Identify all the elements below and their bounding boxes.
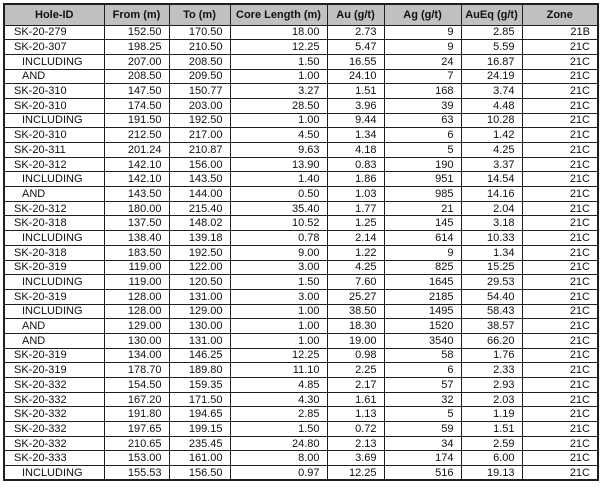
cell-hole_id: INCLUDING [4, 304, 104, 319]
cell-core_length_m: 0.50 [230, 187, 327, 202]
cell-core_length_m: 9.63 [230, 143, 327, 158]
cell-to_m: 150.77 [169, 84, 230, 99]
cell-ag_gpt: 168 [384, 84, 461, 99]
cell-au_gpt: 38.50 [327, 304, 384, 319]
cell-ag_gpt: 985 [384, 187, 461, 202]
cell-to_m: 131.00 [169, 333, 230, 348]
cell-au_gpt: 1.22 [327, 245, 384, 260]
cell-hole_id: INCLUDING [4, 231, 104, 246]
cell-to_m: 189.80 [169, 363, 230, 378]
cell-ag_gpt: 6 [384, 128, 461, 143]
table-row [4, 466, 598, 481]
cell-aueq_gpt: 14.16 [461, 187, 522, 202]
table-row [4, 378, 598, 393]
cell-au_gpt: 3.69 [327, 451, 384, 466]
cell-zone: 21C [522, 216, 598, 231]
cell-hole_id: SK-20-279 [4, 25, 104, 40]
cell-from_m: 128.00 [104, 289, 169, 304]
cell-zone: 21C [522, 333, 598, 348]
cell-hole_id: INCLUDING [4, 466, 104, 481]
column-header-hole_id: Hole-ID [4, 4, 104, 25]
cell-hole_id: SK-20-312 [4, 201, 104, 216]
cell-to_m: 146.25 [169, 348, 230, 363]
cell-hole_id: SK-20-319 [4, 289, 104, 304]
cell-aueq_gpt: 1.19 [461, 407, 522, 422]
cell-ag_gpt: 5 [384, 407, 461, 422]
cell-core_length_m: 24.80 [230, 436, 327, 451]
cell-to_m: 139.18 [169, 231, 230, 246]
cell-zone: 21C [522, 69, 598, 84]
cell-to_m: 192.50 [169, 245, 230, 260]
cell-ag_gpt: 174 [384, 451, 461, 466]
cell-ag_gpt: 32 [384, 392, 461, 407]
table-row [4, 84, 598, 99]
cell-ag_gpt: 21 [384, 201, 461, 216]
cell-zone: 21C [522, 466, 598, 481]
cell-zone: 21C [522, 422, 598, 437]
cell-to_m: 209.50 [169, 69, 230, 84]
cell-au_gpt: 2.13 [327, 436, 384, 451]
table-row [4, 407, 598, 422]
cell-ag_gpt: 5 [384, 143, 461, 158]
cell-core_length_m: 10.52 [230, 216, 327, 231]
cell-aueq_gpt: 15.25 [461, 260, 522, 275]
cell-aueq_gpt: 29.53 [461, 275, 522, 290]
cell-aueq_gpt: 2.33 [461, 363, 522, 378]
table-row [4, 98, 598, 113]
table-row [4, 422, 598, 437]
cell-core_length_m: 13.90 [230, 157, 327, 172]
cell-au_gpt: 0.98 [327, 348, 384, 363]
cell-core_length_m: 2.85 [230, 407, 327, 422]
cell-to_m: 203.00 [169, 98, 230, 113]
cell-au_gpt: 1.61 [327, 392, 384, 407]
cell-zone: 21B [522, 25, 598, 40]
cell-ag_gpt: 63 [384, 113, 461, 128]
cell-core_length_m: 0.97 [230, 466, 327, 481]
cell-zone: 21C [522, 260, 598, 275]
cell-zone: 21C [522, 231, 598, 246]
cell-hole_id: SK-20-310 [4, 128, 104, 143]
table-row [4, 54, 598, 69]
cell-from_m: 143.50 [104, 187, 169, 202]
cell-hole_id: SK-20-332 [4, 422, 104, 437]
cell-ag_gpt: 24 [384, 54, 461, 69]
cell-core_length_m: 1.00 [230, 319, 327, 334]
cell-zone: 21C [522, 275, 598, 290]
cell-hole_id: SK-20-332 [4, 436, 104, 451]
table-row [4, 231, 598, 246]
cell-core_length_m: 0.78 [230, 231, 327, 246]
cell-hole_id: INCLUDING [4, 275, 104, 290]
cell-aueq_gpt: 2.93 [461, 378, 522, 393]
cell-au_gpt: 2.17 [327, 378, 384, 393]
cell-aueq_gpt: 54.40 [461, 289, 522, 304]
cell-au_gpt: 0.72 [327, 422, 384, 437]
cell-from_m: 138.40 [104, 231, 169, 246]
cell-to_m: 210.50 [169, 40, 230, 55]
cell-from_m: 128.00 [104, 304, 169, 319]
cell-zone: 21C [522, 113, 598, 128]
cell-aueq_gpt: 2.03 [461, 392, 522, 407]
cell-au_gpt: 3.96 [327, 98, 384, 113]
table-row [4, 245, 598, 260]
cell-ag_gpt: 951 [384, 172, 461, 187]
cell-to_m: 215.40 [169, 201, 230, 216]
cell-hole_id: SK-20-312 [4, 157, 104, 172]
cell-ag_gpt: 2185 [384, 289, 461, 304]
cell-zone: 21C [522, 201, 598, 216]
cell-hole_id: INCLUDING [4, 172, 104, 187]
cell-hole_id: INCLUDING [4, 54, 104, 69]
cell-au_gpt: 1.25 [327, 216, 384, 231]
cell-zone: 21C [522, 392, 598, 407]
cell-from_m: 191.80 [104, 407, 169, 422]
cell-from_m: 153.00 [104, 451, 169, 466]
cell-zone: 21C [522, 348, 598, 363]
cell-core_length_m: 3.00 [230, 289, 327, 304]
column-header-from_m: From (m) [104, 4, 169, 25]
cell-to_m: 131.00 [169, 289, 230, 304]
column-header-to_m: To (m) [169, 4, 230, 25]
cell-au_gpt: 1.03 [327, 187, 384, 202]
table-row [4, 216, 598, 231]
cell-aueq_gpt: 10.28 [461, 113, 522, 128]
cell-from_m: 178.70 [104, 363, 169, 378]
cell-aueq_gpt: 3.37 [461, 157, 522, 172]
cell-to_m: 217.00 [169, 128, 230, 143]
column-header-au_gpt: Au (g/t) [327, 4, 384, 25]
cell-zone: 21C [522, 128, 598, 143]
cell-zone: 21C [522, 319, 598, 334]
table-row [4, 333, 598, 348]
cell-zone: 21C [522, 172, 598, 187]
cell-to_m: 143.50 [169, 172, 230, 187]
cell-aueq_gpt: 38.57 [461, 319, 522, 334]
cell-aueq_gpt: 3.74 [461, 84, 522, 99]
cell-hole_id: SK-20-332 [4, 407, 104, 422]
cell-from_m: 152.50 [104, 25, 169, 40]
cell-from_m: 137.50 [104, 216, 169, 231]
cell-au_gpt: 1.13 [327, 407, 384, 422]
cell-au_gpt: 25.27 [327, 289, 384, 304]
cell-aueq_gpt: 10.33 [461, 231, 522, 246]
cell-zone: 21C [522, 304, 598, 319]
cell-ag_gpt: 39 [384, 98, 461, 113]
cell-ag_gpt: 58 [384, 348, 461, 363]
cell-core_length_m: 3.27 [230, 84, 327, 99]
cell-au_gpt: 2.14 [327, 231, 384, 246]
column-header-ag_gpt: Ag (g/t) [384, 4, 461, 25]
column-header-zone: Zone [522, 4, 598, 25]
cell-to_m: 156.00 [169, 157, 230, 172]
cell-au_gpt: 19.00 [327, 333, 384, 348]
cell-ag_gpt: 145 [384, 216, 461, 231]
cell-aueq_gpt: 6.00 [461, 451, 522, 466]
cell-zone: 21C [522, 378, 598, 393]
cell-hole_id: SK-20-332 [4, 378, 104, 393]
cell-to_m: 130.00 [169, 319, 230, 334]
cell-ag_gpt: 9 [384, 25, 461, 40]
cell-au_gpt: 1.77 [327, 201, 384, 216]
table-header-row [4, 4, 598, 25]
cell-au_gpt: 0.83 [327, 157, 384, 172]
cell-zone: 21C [522, 451, 598, 466]
cell-from_m: 207.00 [104, 54, 169, 69]
cell-hole_id: SK-20-318 [4, 216, 104, 231]
cell-from_m: 180.00 [104, 201, 169, 216]
cell-aueq_gpt: 66.20 [461, 333, 522, 348]
cell-ag_gpt: 614 [384, 231, 461, 246]
cell-from_m: 147.50 [104, 84, 169, 99]
cell-hole_id: SK-20-310 [4, 84, 104, 99]
cell-core_length_m: 35.40 [230, 201, 327, 216]
table-row [4, 128, 598, 143]
cell-to_m: 156.50 [169, 466, 230, 481]
cell-from_m: 130.00 [104, 333, 169, 348]
cell-ag_gpt: 9 [384, 40, 461, 55]
table-row [4, 289, 598, 304]
cell-from_m: 198.25 [104, 40, 169, 55]
cell-to_m: 129.00 [169, 304, 230, 319]
cell-to_m: 170.50 [169, 25, 230, 40]
cell-core_length_m: 1.40 [230, 172, 327, 187]
cell-au_gpt: 4.18 [327, 143, 384, 158]
cell-aueq_gpt: 1.42 [461, 128, 522, 143]
cell-core_length_m: 1.50 [230, 422, 327, 437]
cell-to_m: 235.45 [169, 436, 230, 451]
cell-from_m: 134.00 [104, 348, 169, 363]
cell-ag_gpt: 9 [384, 245, 461, 260]
table-row [4, 436, 598, 451]
cell-hole_id: AND [4, 69, 104, 84]
cell-hole_id: AND [4, 333, 104, 348]
cell-au_gpt: 4.25 [327, 260, 384, 275]
table-row [4, 25, 598, 40]
cell-to_m: 210.87 [169, 143, 230, 158]
cell-hole_id: SK-20-319 [4, 348, 104, 363]
table-row [4, 392, 598, 407]
cell-aueq_gpt: 2.85 [461, 25, 522, 40]
cell-hole_id: SK-20-333 [4, 451, 104, 466]
cell-to_m: 148.02 [169, 216, 230, 231]
cell-to_m: 171.50 [169, 392, 230, 407]
cell-from_m: 155.53 [104, 466, 169, 481]
cell-core_length_m: 1.00 [230, 333, 327, 348]
cell-core_length_m: 9.00 [230, 245, 327, 260]
cell-aueq_gpt: 14.54 [461, 172, 522, 187]
cell-core_length_m: 12.25 [230, 348, 327, 363]
cell-au_gpt: 16.55 [327, 54, 384, 69]
cell-zone: 21C [522, 40, 598, 55]
cell-zone: 21C [522, 245, 598, 260]
cell-aueq_gpt: 24.19 [461, 69, 522, 84]
cell-aueq_gpt: 2.59 [461, 436, 522, 451]
column-header-aueq_gpt: AuEq (g/t) [461, 4, 522, 25]
cell-hole_id: SK-20-310 [4, 98, 104, 113]
table-row [4, 201, 598, 216]
cell-from_m: 129.00 [104, 319, 169, 334]
cell-zone: 21C [522, 98, 598, 113]
cell-to_m: 120.50 [169, 275, 230, 290]
cell-au_gpt: 24.10 [327, 69, 384, 84]
cell-hole_id: SK-20-319 [4, 260, 104, 275]
cell-from_m: 191.50 [104, 113, 169, 128]
cell-to_m: 192.50 [169, 113, 230, 128]
cell-hole_id: SK-20-307 [4, 40, 104, 55]
cell-core_length_m: 4.50 [230, 128, 327, 143]
cell-from_m: 142.10 [104, 172, 169, 187]
cell-core_length_m: 1.00 [230, 304, 327, 319]
cell-zone: 21C [522, 289, 598, 304]
cell-au_gpt: 1.86 [327, 172, 384, 187]
cell-ag_gpt: 34 [384, 436, 461, 451]
cell-ag_gpt: 57 [384, 378, 461, 393]
table-row [4, 187, 598, 202]
cell-zone: 21C [522, 84, 598, 99]
table-row [4, 319, 598, 334]
cell-core_length_m: 1.50 [230, 275, 327, 290]
cell-hole_id: SK-20-319 [4, 363, 104, 378]
cell-aueq_gpt: 5.59 [461, 40, 522, 55]
cell-au_gpt: 1.51 [327, 84, 384, 99]
table-body [4, 25, 598, 480]
cell-aueq_gpt: 58.43 [461, 304, 522, 319]
cell-from_m: 174.50 [104, 98, 169, 113]
cell-aueq_gpt: 4.48 [461, 98, 522, 113]
cell-ag_gpt: 6 [384, 363, 461, 378]
cell-core_length_m: 11.10 [230, 363, 327, 378]
cell-aueq_gpt: 1.76 [461, 348, 522, 363]
cell-zone: 21C [522, 363, 598, 378]
cell-hole_id: SK-20-318 [4, 245, 104, 260]
cell-from_m: 142.10 [104, 157, 169, 172]
cell-aueq_gpt: 4.25 [461, 143, 522, 158]
cell-hole_id: SK-20-311 [4, 143, 104, 158]
cell-core_length_m: 28.50 [230, 98, 327, 113]
cell-aueq_gpt: 16.87 [461, 54, 522, 69]
cell-au_gpt: 9.44 [327, 113, 384, 128]
cell-ag_gpt: 1645 [384, 275, 461, 290]
cell-aueq_gpt: 3.18 [461, 216, 522, 231]
cell-core_length_m: 18.00 [230, 25, 327, 40]
cell-zone: 21C [522, 436, 598, 451]
column-header-core_length_m: Core Length (m) [230, 4, 327, 25]
cell-from_m: 119.00 [104, 260, 169, 275]
cell-from_m: 210.65 [104, 436, 169, 451]
cell-from_m: 208.50 [104, 69, 169, 84]
cell-core_length_m: 1.00 [230, 113, 327, 128]
cell-zone: 21C [522, 407, 598, 422]
cell-core_length_m: 1.00 [230, 69, 327, 84]
cell-hole_id: SK-20-332 [4, 392, 104, 407]
cell-au_gpt: 5.47 [327, 40, 384, 55]
cell-aueq_gpt: 2.04 [461, 201, 522, 216]
cell-ag_gpt: 59 [384, 422, 461, 437]
cell-from_m: 201.24 [104, 143, 169, 158]
cell-ag_gpt: 7 [384, 69, 461, 84]
cell-to_m: 194.65 [169, 407, 230, 422]
cell-core_length_m: 12.25 [230, 40, 327, 55]
cell-zone: 21C [522, 187, 598, 202]
cell-ag_gpt: 516 [384, 466, 461, 481]
cell-core_length_m: 1.50 [230, 54, 327, 69]
cell-from_m: 154.50 [104, 378, 169, 393]
cell-ag_gpt: 190 [384, 157, 461, 172]
cell-hole_id: AND [4, 319, 104, 334]
cell-from_m: 212.50 [104, 128, 169, 143]
table-row [4, 260, 598, 275]
cell-au_gpt: 12.25 [327, 466, 384, 481]
cell-core_length_m: 4.85 [230, 378, 327, 393]
cell-au_gpt: 18.30 [327, 319, 384, 334]
table-row [4, 304, 598, 319]
cell-ag_gpt: 825 [384, 260, 461, 275]
cell-zone: 21C [522, 143, 598, 158]
cell-zone: 21C [522, 54, 598, 69]
cell-to_m: 208.50 [169, 54, 230, 69]
table-row [4, 172, 598, 187]
cell-core_length_m: 8.00 [230, 451, 327, 466]
cell-ag_gpt: 1520 [384, 319, 461, 334]
cell-hole_id: INCLUDING [4, 113, 104, 128]
cell-from_m: 119.00 [104, 275, 169, 290]
cell-au_gpt: 1.34 [327, 128, 384, 143]
cell-zone: 21C [522, 157, 598, 172]
cell-hole_id: AND [4, 187, 104, 202]
cell-aueq_gpt: 1.51 [461, 422, 522, 437]
cell-core_length_m: 4.30 [230, 392, 327, 407]
table-row [4, 275, 598, 290]
table-row [4, 363, 598, 378]
cell-core_length_m: 3.00 [230, 260, 327, 275]
drill-results-table [3, 3, 599, 481]
cell-to_m: 144.00 [169, 187, 230, 202]
cell-to_m: 122.00 [169, 260, 230, 275]
cell-to_m: 199.15 [169, 422, 230, 437]
cell-aueq_gpt: 19.13 [461, 466, 522, 481]
cell-au_gpt: 7.60 [327, 275, 384, 290]
table-row [4, 40, 598, 55]
cell-aueq_gpt: 1.34 [461, 245, 522, 260]
cell-au_gpt: 2.73 [327, 25, 384, 40]
cell-ag_gpt: 1495 [384, 304, 461, 319]
cell-from_m: 197.65 [104, 422, 169, 437]
table-row [4, 113, 598, 128]
cell-ag_gpt: 3540 [384, 333, 461, 348]
cell-to_m: 161.00 [169, 451, 230, 466]
table-row [4, 451, 598, 466]
table-row [4, 348, 598, 363]
cell-from_m: 167.20 [104, 392, 169, 407]
cell-au_gpt: 2.25 [327, 363, 384, 378]
cell-from_m: 183.50 [104, 245, 169, 260]
table-row [4, 69, 598, 84]
cell-to_m: 159.35 [169, 378, 230, 393]
table-row [4, 143, 598, 158]
table-row [4, 157, 598, 172]
